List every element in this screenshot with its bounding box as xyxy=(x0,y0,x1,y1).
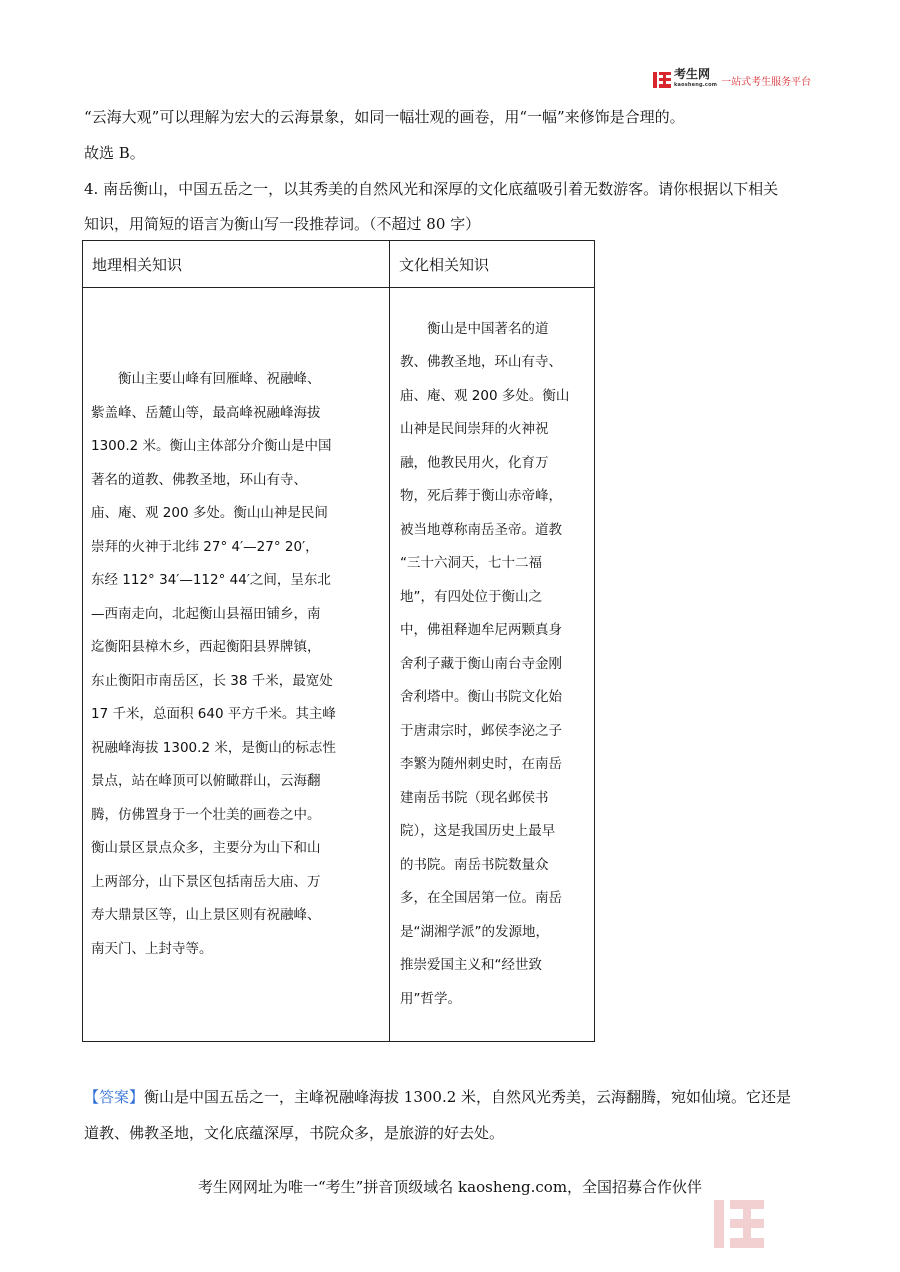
culture-text-line: 舍利子藏于衡山南台寺金刚 xyxy=(400,655,562,672)
culture-text-line: 教、佛教圣地，环山有寺、 xyxy=(400,354,562,371)
culture-text-line: 多，在全国居第一位。南岳 xyxy=(400,890,562,907)
geo-text-line: 上两部分，山下景区包括南岳大庙、万 xyxy=(91,873,321,890)
culture-text-line: 中，佛祖释迦牟尼两颗真身 xyxy=(400,622,562,639)
choice-line: 故选 B。 xyxy=(84,144,145,162)
geo-text-line: 崇拜的火神于北纬 27° 4′—27° 20′， xyxy=(91,538,319,555)
logo-text: 考生网 kaosheng.com xyxy=(674,69,717,91)
geo-text-line: 著名的道教、佛教圣地，环山有寺、 xyxy=(91,471,307,488)
geo-text-line: 祝融峰海拔 1300.2 米，是衡山的标志性 xyxy=(91,739,336,756)
culture-text-line: 院），这是我国历史上最早 xyxy=(400,823,556,840)
explanation-line: “云海大观”可以理解为宏大的云海景象，如同一幅壮观的画卷，用“一幅”来修饰是合理的。 xyxy=(84,108,685,126)
culture-text-line: 建南岳书院（现名邺侯书 xyxy=(400,789,549,806)
culture-text-line: 的书院。南岳书院数量众 xyxy=(400,856,549,873)
question-4-line-1: 4. 南岳衡山，中国五岳之一，以其秀美的自然风光和深厚的文化底蕴吸引着无数游客。请你根据以下相关 xyxy=(84,180,779,198)
geo-text-line: 庙、庵、观 200 多处。衡山山神是民间 xyxy=(91,505,328,521)
geo-header: 地理相关知识 xyxy=(83,241,390,288)
answer-text-1: 衡山是中国五岳之一，主峰祝融峰海拔 1300.2 米，自然风光秀美，云海翻腾，宛如仙境。它还是 xyxy=(144,1088,792,1106)
logo-sub: kaosheng.com xyxy=(674,82,718,88)
geo-text-line: 东经 112° 34′—112° 44′之间，呈东北 xyxy=(91,572,331,588)
culture-text-line: 物，死后葬于衡山赤帝峰， xyxy=(400,488,562,505)
answer-line-1 xyxy=(84,1087,791,1107)
culture-text-line: 衡山是中国著名的道 xyxy=(400,320,549,337)
geo-text-line: 迄衡阳县樟木乡，西起衡阳县界牌镇， xyxy=(91,639,321,655)
watermark-logo-icon xyxy=(714,1198,764,1250)
geo-text-line: 南天门、上封寺等。 xyxy=(91,940,213,957)
culture-text-line: 推崇爱国主义和“经世致 xyxy=(400,957,542,974)
answer-tag: 【答案】 xyxy=(84,1088,145,1106)
culture-text-line: 用”哲学。 xyxy=(400,990,461,1007)
geo-text-line: 腾，仿佛置身于一个壮美的画卷之中。 xyxy=(91,806,321,823)
culture-text-line: 被当地尊称南岳圣帝。道教 xyxy=(400,521,562,538)
culture-text-line: 舍利塔中。衡山书院文化始 xyxy=(400,689,562,706)
culture-text-line: “三十六洞天，七十二福 xyxy=(400,555,542,572)
culture-text-line: 是“湖湘学派”的发源地， xyxy=(400,923,549,940)
geo-knowledge-text xyxy=(91,363,375,966)
geo-cell xyxy=(83,288,390,1042)
geo-text-line: 东止衡阳市南岳区，长 38 千米，最宽处 xyxy=(91,672,333,689)
geo-text-line: 景点，站在峰顶可以俯瞰群山，云海翻 xyxy=(91,773,321,789)
culture-text-line: 庙、庵、观 200 多处。衡山 xyxy=(400,387,570,404)
culture-text-line: 融，他教民用火，化育万 xyxy=(400,454,549,471)
geo-text-line: 紫盖峰、岳麓山等，最高峰祝融峰海拔 xyxy=(91,404,321,421)
geo-text-line: 衡山景区景点众多，主要分为山下和山 xyxy=(91,840,321,856)
culture-text-line: 山神是民间崇拜的火神祝 xyxy=(400,421,549,438)
knowledge-table xyxy=(82,240,595,1042)
geo-text-line: 寿大鼎景区等，山上景区则有祝融峰、 xyxy=(91,907,321,923)
culture-text-line: 于唐肃宗时，邺侯李泌之子 xyxy=(400,722,562,739)
kaosheng-logo-icon xyxy=(653,71,671,89)
culture-text-line: 地”，有四处位于衡山之 xyxy=(400,588,542,605)
watermark xyxy=(714,1196,884,1258)
geo-text-line: 17 千米，总面积 640 平方千米。其主峰 xyxy=(91,706,336,722)
culture-text-line: 李繁为随州刺史时，在南岳 xyxy=(400,756,562,773)
culture-header: 文化相关知识 xyxy=(390,241,595,288)
header-logo xyxy=(653,67,812,90)
geo-text-line: —西南走向，北起衡山县福田铺乡，南 xyxy=(91,605,321,622)
culture-cell xyxy=(390,288,595,1042)
header-slogan: 一站式考生服务平台 xyxy=(721,76,812,88)
question-4-line-2: 知识，用简短的语言为衡山写一段推荐词。（不超过 80 字） xyxy=(84,215,481,233)
geo-text-line: 1300.2 米。衡山主体部分介衡山是中国 xyxy=(91,438,332,454)
geo-text-line: 衡山主要山峰有回雁峰、祝融峰、 xyxy=(91,371,321,387)
culture-knowledge-text xyxy=(400,313,584,1017)
footer-text: 考生网网址为唯一“考生”拼音顶级域名 kaosheng.com，全国招募合作伙伴 xyxy=(197,1178,703,1196)
answer-line-2: 道教、佛教圣地，文化底蕴深厚，书院众多，是旅游的好去处。 xyxy=(84,1124,505,1142)
